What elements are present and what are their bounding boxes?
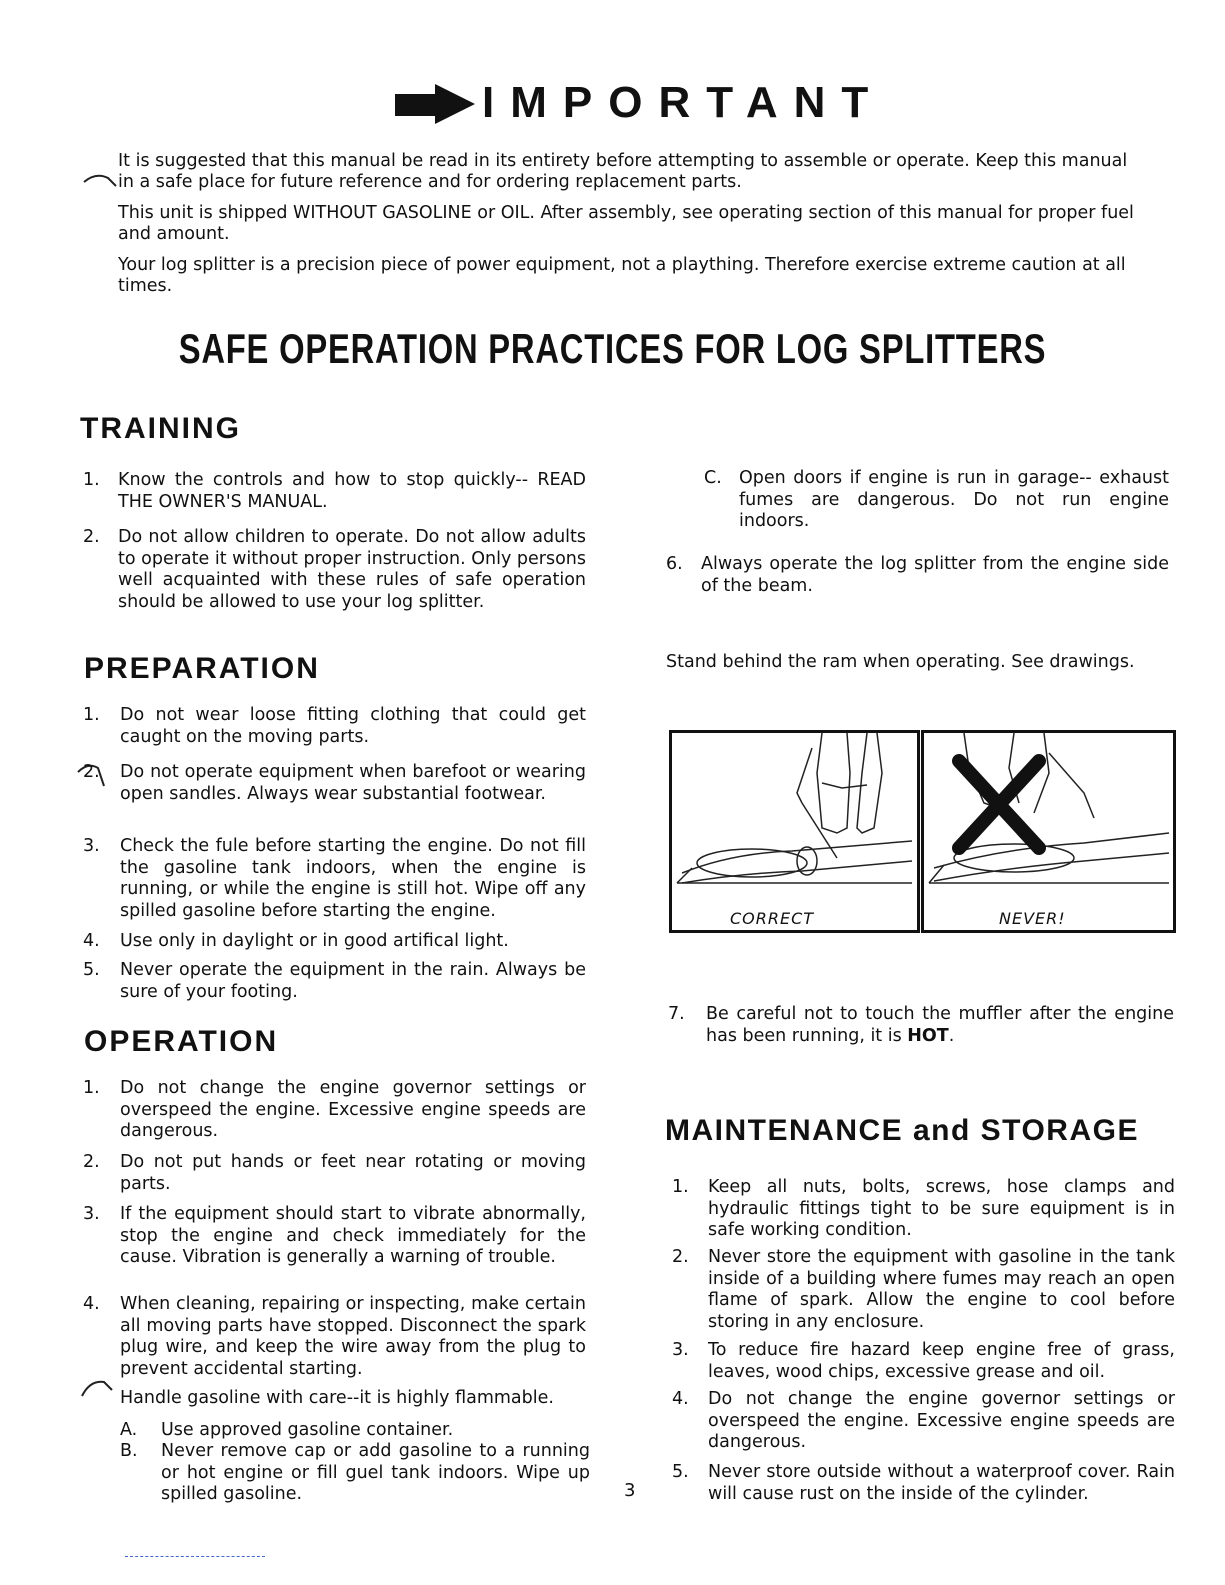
list-item: 5. Never store outside without a waterproof cover. Rain will cause rust on the inside of the cylinder. xyxy=(672,1462,1175,1504)
gasoline-intro: Handle gasoline with care--it is highly flammable. xyxy=(120,1388,554,1408)
sub-list-item: B. Never remove cap or add gasoline to a running or hot engine or fill guel tank indoors. Wipe up spilled gasoline. xyxy=(120,1441,590,1504)
list-item: 2. Do not allow children to operate. Do not allow adults to operate it without proper instruction. Only persons well acquainted with these rules of safe operation should be allowed to use your log splitter. xyxy=(83,527,586,612)
list-item: 3. Check the fule before starting the engine. Do not fill the gasoline tank indoors, when the engine is running, or while the engine is still hot. Wipe off any spilled gasoline before starting the engine. xyxy=(83,836,586,921)
list-item: 3. To reduce fire hazard keep engine free of grass, leaves, wood chips, excessive grease and oil. xyxy=(672,1340,1175,1382)
stand-note: Stand behind the ram when operating. See drawings. xyxy=(666,652,1135,672)
operator-drawing-icon xyxy=(672,733,917,903)
main-title: SAFE OPERATION PRACTICES FOR LOG SPLITTERS xyxy=(178,325,1047,372)
list-item: 3. If the equipment should start to vibrate abnormally, stop the engine and check immediately for the cause. Vibration is generally a warning of trouble. xyxy=(83,1204,586,1267)
list-item: 1. Know the controls and how to stop quickly-- READ THE OWNER'S MANUAL. xyxy=(83,470,586,512)
important-heading: IMPORTANT xyxy=(482,78,885,127)
list-item: 1. Keep all nuts, bolts, screws, hose clamps and hydraulic fittings tight to be sure equipment is in safe working condition. xyxy=(672,1177,1175,1240)
operator-drawing-icon xyxy=(924,733,1173,903)
maintenance-heading: MAINTENANCE and STORAGE xyxy=(665,1114,1139,1147)
list-item: 2. Do not operate equipment when barefoot or wearing open sandles. Always wear substantial footwear. xyxy=(83,762,586,804)
sub-list-item: A. Use approved gasoline container. xyxy=(120,1420,454,1440)
list-item: 2. Do not put hands or feet near rotating or moving parts. xyxy=(83,1152,586,1194)
divider xyxy=(125,1556,265,1557)
hot-emphasis: HOT xyxy=(907,1025,949,1046)
list-item: 6. Always operate the log splitter from the engine side of the beam. xyxy=(666,554,1169,596)
cross-mark-icon xyxy=(959,761,1039,848)
list-item: 4. Use only in daylight or in good artifical light. xyxy=(83,931,509,951)
list-item: 2. Never store the equipment with gasoline in the tank inside of a building where fumes may reach an open flame of spark. Allow the engine to cool before storing in any enclosure. xyxy=(672,1247,1175,1332)
list-item: 4. Do not change the engine governor settings or overspeed the engine. Excessive engine speeds are dangerous. xyxy=(672,1389,1175,1452)
list-item: 1. Do not wear loose fitting clothing that could get caught on the moving parts. xyxy=(83,705,586,747)
margin-mark-icon xyxy=(82,168,118,190)
training-heading: TRAINING xyxy=(80,412,241,445)
correct-label: CORRECT xyxy=(730,909,815,928)
never-panel xyxy=(921,730,1176,933)
list-item: 7. Be careful not to touch the muffler after the engine has been running, it is HOT. xyxy=(668,1004,1174,1046)
list-item: 4. When cleaning, repairing or inspecting, make certain all moving parts have stopped. Disconnect the spark plug wire, and keep the wire away from the plug to prevent accidental starting. xyxy=(83,1294,586,1379)
intro-paragraph-1: It is suggested that this manual be read in its entirety before attempting to assemble or operate. Keep this manual in a safe place for future reference and for ordering replacement parts. xyxy=(118,151,1128,192)
intro-paragraph-3: Your log splitter is a precision piece of power equipment, not a plaything. Therefore exercise extreme caution at all times. xyxy=(118,255,1126,296)
never-label: NEVER! xyxy=(999,909,1066,928)
intro-paragraph-2: This unit is shipped WITHOUT GASOLINE or OIL. After assembly, see operating section of this manual for proper fuel and amount. xyxy=(118,203,1134,244)
preparation-heading: PREPARATION xyxy=(84,652,320,685)
operating-position-figure xyxy=(669,730,1176,929)
page-number: 3 xyxy=(624,1480,636,1501)
arrow-icon xyxy=(395,84,480,124)
list-item: 5. Never operate the equipment in the rain. Always be sure of your footing. xyxy=(83,960,586,1002)
list-item: 1. Do not change the engine governor settings or overspeed the engine. Excessive engine speeds are dangerous. xyxy=(83,1078,586,1141)
list-item: C. Open doors if engine is run in garage-- exhaust fumes are dangerous. Do not run engine indoors. xyxy=(704,468,1169,531)
operation-heading: OPERATION xyxy=(84,1025,279,1058)
correct-panel xyxy=(669,730,920,933)
